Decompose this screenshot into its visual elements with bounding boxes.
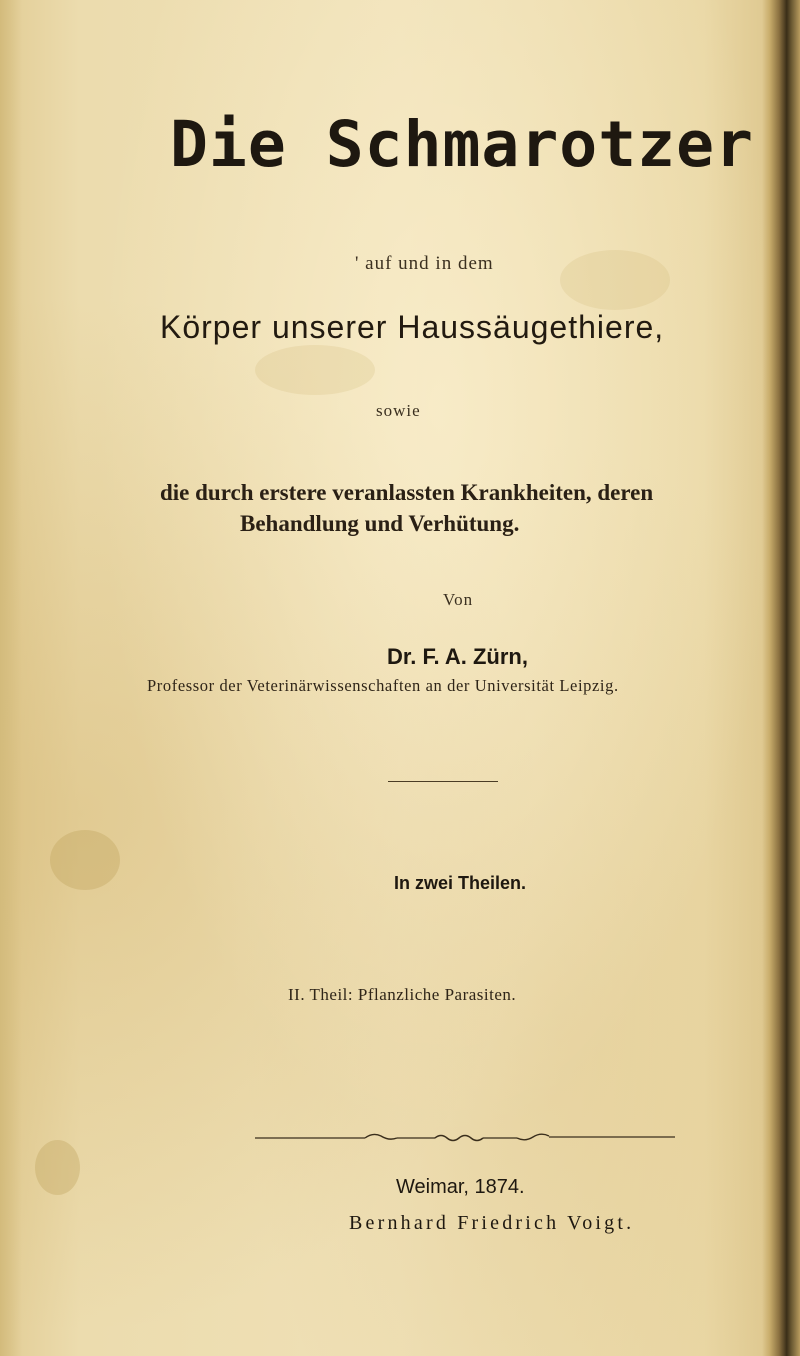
foxing-stain	[255, 345, 375, 395]
foxing-stain	[50, 830, 120, 890]
author-title: Professor der Veterinärwissenschaften an der Universität Leipzig.	[147, 676, 619, 695]
author-name: Dr. F. A. Zürn,	[387, 644, 528, 669]
conjunction-text: sowie	[376, 401, 421, 420]
publisher-name: Bernhard Friedrich Voigt.	[349, 1212, 635, 1234]
parts-note: In zwei Theilen.	[394, 873, 527, 893]
foxing-stain	[35, 1140, 80, 1195]
book-spine-edge	[762, 0, 800, 1356]
by-text: Von	[443, 590, 474, 609]
volume-label: II. Theil: Pflanzliche Parasiten.	[288, 985, 517, 1004]
subtitle-main: Körper unserer Haussäugethiere,	[160, 309, 665, 345]
subject-line-2: Behandlung und Verhütung.	[240, 511, 520, 536]
page-edge-shadow	[0, 0, 22, 1356]
imprint-place-year: Weimar, 1874.	[396, 1176, 525, 1198]
subject-line-1: die durch erstere veranlassten Krankheiten, deren	[160, 480, 654, 505]
subtitle-intro: ' auf und in dem	[355, 253, 494, 274]
book-title: Die Schmarotzer	[170, 108, 754, 181]
divider-rule	[388, 781, 498, 782]
ornamental-rule	[255, 1128, 675, 1148]
foxing-stain	[560, 250, 670, 310]
